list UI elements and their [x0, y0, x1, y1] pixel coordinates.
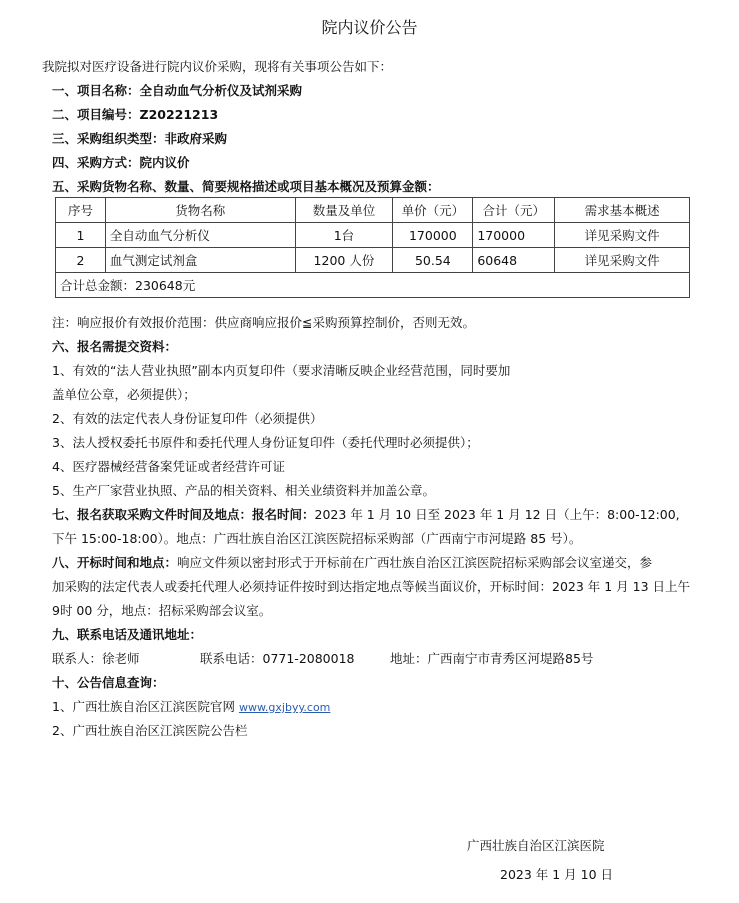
section-procure-method: 四、采购方式：院内议价: [52, 155, 190, 170]
table-header-row: [56, 198, 690, 223]
table-cell: 1: [56, 223, 106, 248]
price-note: 注：响应报价有效报价范围：供应商响应报价≦采购预算控制价，否则无效。: [52, 315, 475, 330]
opening-heading: 八、开标时间和地点：: [52, 555, 178, 570]
registration-heading: 七、报名获取采购文件时间及地点：: [52, 507, 253, 522]
table-cell: 详见采购文件: [555, 248, 690, 273]
registration-location: 下午 15:00-18:00）。地点：广西壮族自治区江滨医院招标采购部（广西南宁市河堤路 85 号）。: [52, 531, 582, 546]
section-registration: [52, 507, 680, 522]
section-materials-heading: 六、报名需提交资料：: [52, 339, 178, 354]
query-item-2: 2、广西壮族自治区江滨医院公告栏: [52, 723, 248, 738]
material-item-1: 1、有效的“法人营业执照”副本内页复印件（要求清晰反映企业经营范围，同时要加: [52, 363, 511, 378]
table-total-row: [56, 273, 690, 298]
table-cell: 50.54: [393, 248, 473, 273]
query-item-1: [52, 699, 330, 714]
material-item-2: 2、有效的法定代表人身份证复印件（必须提供）: [52, 411, 323, 426]
header-cell: 合计（元）: [473, 198, 555, 223]
registration-time-label: 报名时间：: [252, 507, 315, 522]
section-project-name: 一、项目名称：全自动血气分析仪及试剂采购: [52, 83, 303, 98]
opening-text: 响应文件须以密封形式于开标前在广西壮族自治区江滨医院招标采购部会议室递交，参: [177, 555, 653, 570]
table-row: [56, 248, 690, 273]
section-opening: [52, 555, 652, 570]
section-project-number: 二、项目编号：Z20221213: [52, 107, 219, 122]
opening-text-3: 9时 00 分，地点：招标采购部会议室。: [52, 603, 272, 618]
table-total: 合计总金额：230648元: [56, 273, 690, 298]
opening-text-2: 加采购的法定代表人或委托代理人必须持证件按时到达指定地点等候当面议价，开标时间：2023 年 1 月 13 日上午: [52, 579, 691, 594]
header-cell: 单价（元）: [393, 198, 473, 223]
section-goods-heading: 五、采购货物名称、数量、简要规格描述或项目基本概况及预算金额：: [52, 179, 440, 194]
section-query-heading: 十、公告信息查询：: [52, 675, 165, 690]
header-cell: 序号: [56, 198, 106, 223]
table-cell: 170000: [393, 223, 473, 248]
footer-date: 2023 年 1 月 10 日: [500, 867, 614, 882]
header-cell: 数量及单位: [295, 198, 393, 223]
table-cell: 1200 人份: [295, 248, 393, 273]
query-item-1-label: 1、广西壮族自治区江滨医院官网: [52, 699, 235, 714]
header-cell: 货物名称: [105, 198, 295, 223]
material-item-4: 4、医疗器械经营备案凭证或者经营许可证: [52, 459, 285, 474]
table-cell: 1台: [295, 223, 393, 248]
table-cell: 详见采购文件: [555, 223, 690, 248]
material-item-3: 3、法人授权委托书原件和委托代理人身份证复印件（委托代理时必须提供）；: [52, 435, 479, 450]
goods-table: [55, 197, 690, 298]
contact-person: 联系人：徐老师: [52, 651, 140, 666]
section-contact-heading: 九、联系电话及通讯地址：: [52, 627, 203, 642]
footer-organization: 广西壮族自治区江滨医院: [467, 838, 605, 853]
table-cell: 170000: [473, 223, 555, 248]
section-org-type: 三、采购组织类型：非政府采购: [52, 131, 228, 146]
contact-phone: 联系电话：0771-2080018: [200, 651, 355, 666]
website-link[interactable]: www.gxjbyy.com: [238, 701, 331, 714]
header-cell: 需求基本概述: [555, 198, 690, 223]
table-cell: 血气测定试剂盒: [105, 248, 295, 273]
intro-text: 我院拟对医疗设备进行院内议价采购，现将有关事项公告如下：: [42, 59, 393, 74]
table-cell: 60648: [473, 248, 555, 273]
material-item-5: 5、生产厂家营业执照、产品的相关资料、相关业绩资料并加盖公章。: [52, 483, 435, 498]
table-row: [56, 223, 690, 248]
contact-address: 地址：广西南宁市青秀区河堤路85号: [390, 651, 594, 666]
table-cell: 全自动血气分析仪: [105, 223, 295, 248]
registration-time-text: 2023 年 1 月 10 日至 2023 年 1 月 12 日（上午：8:00-12:00,: [314, 507, 680, 522]
material-item-1-cont: 盖单位公章，必须提供）；: [52, 387, 196, 402]
table-cell: 2: [56, 248, 106, 273]
page-title: 院内议价公告: [321, 18, 418, 37]
